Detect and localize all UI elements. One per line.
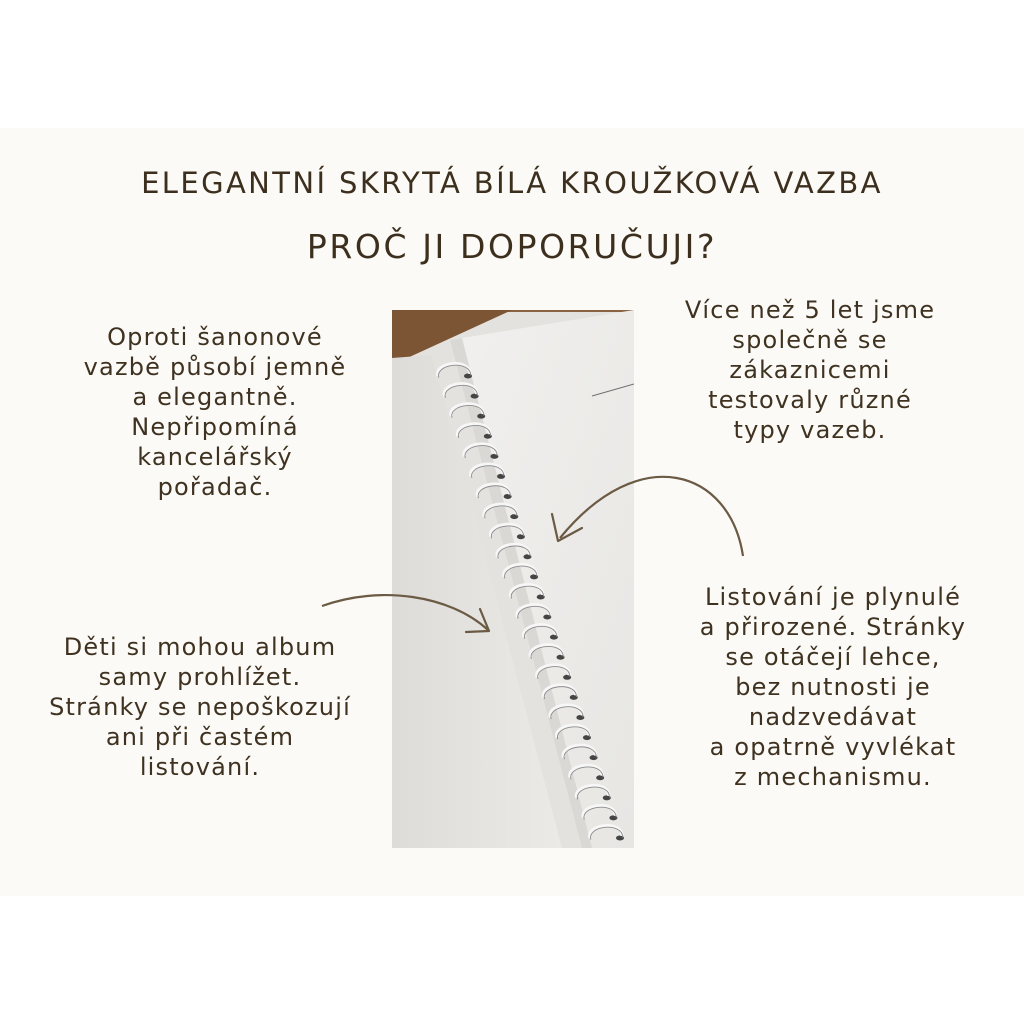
text-block-top-left: Oproti šanonové vazbě působí jemně a elegantně. Nepřipomíná kancelářský pořadač.	[83, 323, 347, 501]
text-block-bottom-right: Listování je plynulé a přirozené. Stránky se otáčejí lehce, bez nutnosti je nadzvedávat a opatrně vyvlékat z mechanismu.	[699, 583, 967, 791]
notebook-photo	[392, 310, 634, 848]
text-block-bottom-left: Děti si mohou album samy prohlížet. Stránky se nepoškozují ani při častém listování.	[49, 633, 351, 781]
page-subtitle: PROČ JI DOPORUČUJI?	[306, 227, 718, 266]
text-block-top-right: Více než 5 let jsme společně se zákaznicemi testovaly různé typy vazeb.	[684, 296, 936, 444]
page-title: ELEGANTNÍ SKRYTÁ BÍLÁ KROUŽKOVÁ VAZBA	[141, 166, 883, 200]
